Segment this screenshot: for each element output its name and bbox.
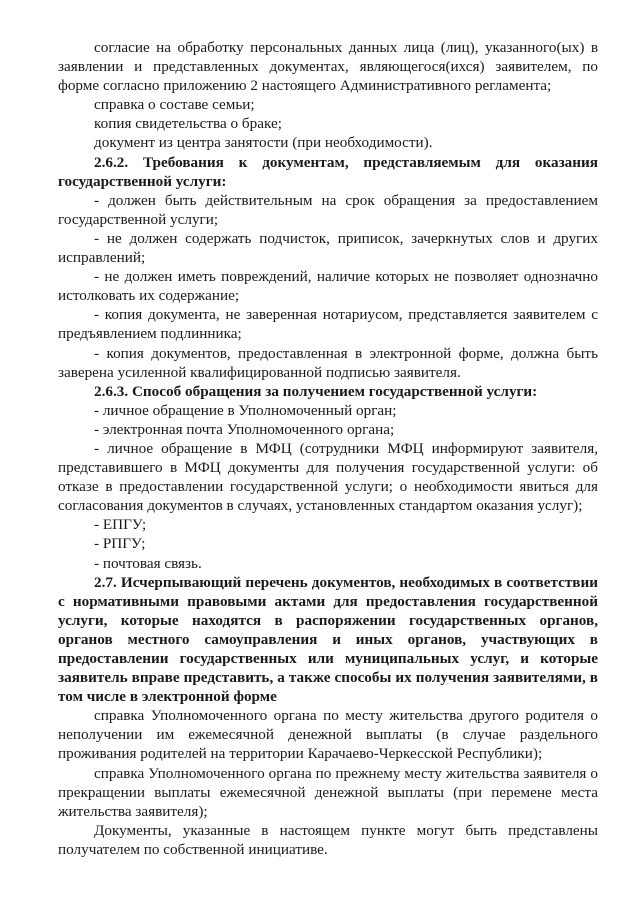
requirement-item: - не должен содержать подчисток, приписок, зачеркнутых слов и других исправлений; (58, 229, 598, 267)
method-item: - личное обращение в МФЦ (сотрудники МФЦ информируют заявителя, представившего в МФЦ документы для получения государственной услуги: об отказе в предоставлении государственной услуги; о необходимости явиться для согласования документов в случаях, установленных стандартом оказания услуг); (58, 439, 598, 515)
requirement-item: - должен быть действительным на срок обращения за предоставлением государственной услуги; (58, 191, 598, 228)
requirement-item: - копия документа, не заверенная нотариусом, представляется заявителем с предъявлением подлинника; (58, 306, 598, 343)
paragraph-other-parent-certificate: справка Уполномоченного органа по месту жительства другого родителя о неполучении им ежемесячной денежной выплаты (в случае раздельного проживания родителей на территории Карачаево-Черкесской Республики); (58, 707, 598, 763)
paragraph-marriage-certificate: копия свидетельства о браке; (94, 115, 282, 133)
method-item: - ЕПГУ; (94, 516, 147, 534)
method-item: - РПГУ; (94, 535, 146, 553)
heading-2-6-3: 2.6.3. Способ обращения за получением государственной услуги: (94, 382, 538, 400)
paragraph-family-certificate: справка о составе семьи; (94, 96, 255, 114)
heading-2-7: 2.7. Исчерпывающий перечень документов, необходимых в соответствии с нормативными правовыми актами для предоставления государственной услуги, которые находятся в распоряжении государственных органов, органов местного самоуправления и иных органов, участвующих в предоставлении государственных или муниципальных услуг, и которые заявитель вправе представить, а также способы их получения заявителями, в том числе в электронной форме (58, 573, 598, 706)
method-item: - почтовая связь. (94, 554, 202, 572)
document-body (58, 38, 598, 859)
method-item: - личное обращение в Уполномоченный орган; (94, 401, 397, 419)
heading-2-6-2: 2.6.2. Требования к документам, представляемым для оказания государственной услуги: (58, 153, 598, 190)
paragraph-own-initiative: Документы, указанные в настоящем пункте могут быть представлены получателем по собственной инициативе. (58, 821, 598, 858)
paragraph-previous-residence-certificate: справка Уполномоченного органа по прежнему месту жительства заявителя о прекращении выплаты ежемесячной денежной выплаты (при перемене места жительства заявителя); (58, 764, 598, 820)
requirement-item: - копия документов, предоставленная в электронной форме, должна быть заверена усиленной квалифицированной подписью заявителя. (58, 344, 598, 381)
paragraph-employment-center: документ из центра занятости (при необходимости). (94, 134, 433, 152)
requirement-item: - не должен иметь повреждений, наличие которых не позволяет однозначно истолковать их содержание; (58, 268, 598, 305)
method-item: - электронная почта Уполномоченного органа; (94, 420, 395, 438)
paragraph-consent: согласие на обработку персональных данных лица (лиц), указанного(ых) в заявлении и представленных документах, являющегося(ихся) заявителем, по форме согласно приложению 2 настоящего Административного регламента; (58, 39, 598, 95)
